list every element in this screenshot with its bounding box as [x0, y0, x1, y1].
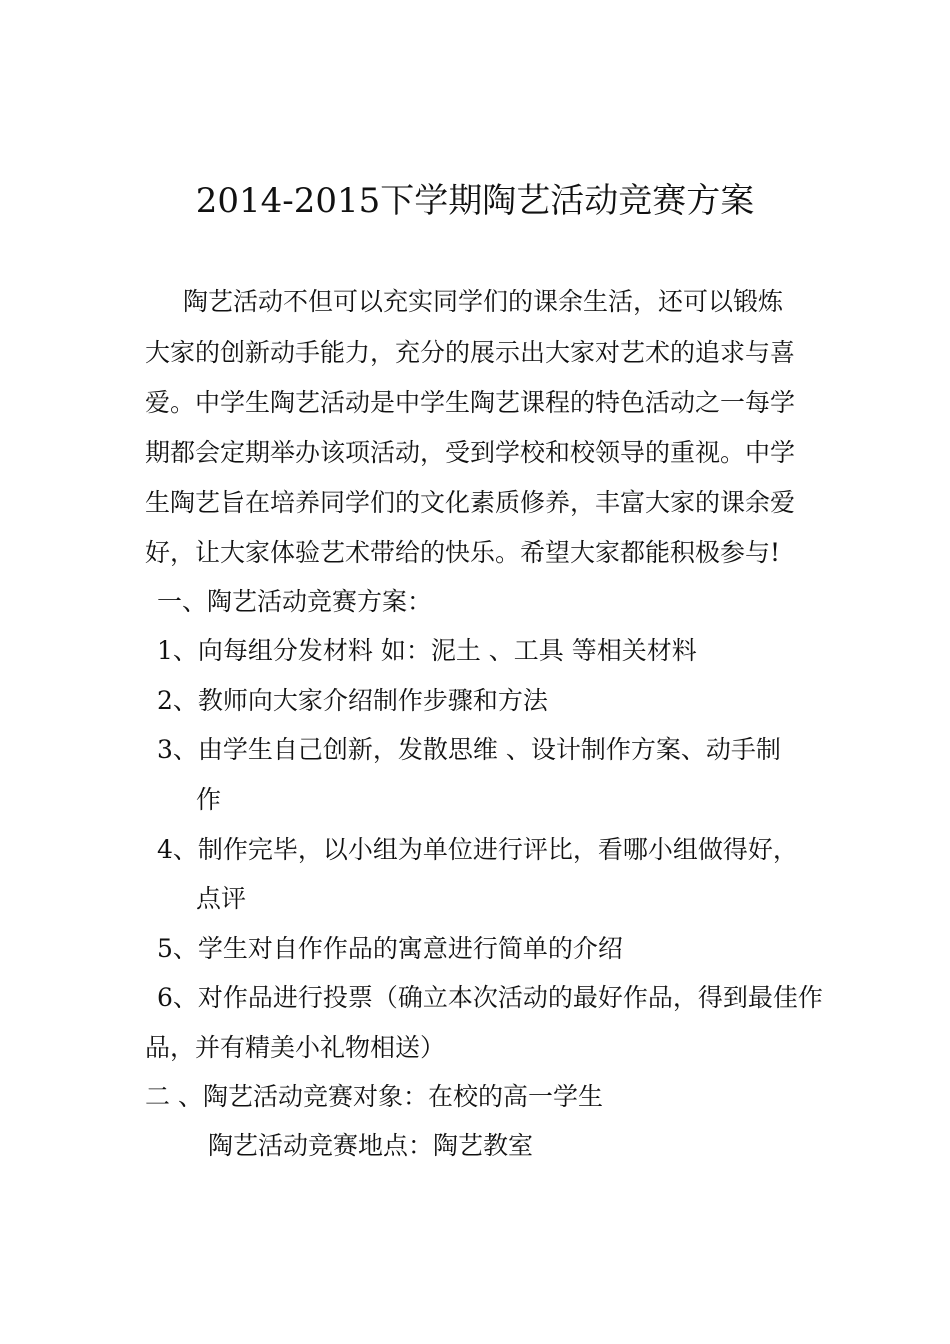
intro-line-2: 大家的创新动手能力，充分的展示出大家对艺术的追求与喜: [145, 338, 796, 367]
step-6: 6、对作品进行投票（确立本次活动的最好作品，得到最佳作: [157, 983, 823, 1012]
intro-line-5: 生陶艺旨在培养同学们的文化素质修养，丰富大家的课余爱: [145, 488, 796, 517]
step-3: 3、由学生自己创新，发散思维 、设计制作方案、动手制: [157, 735, 781, 764]
step-2: 2、教师向大家介绍制作步骤和方法: [157, 686, 548, 715]
intro-line-4: 期都会定期举办该项活动，受到学校和校领导的重视。中学: [145, 438, 796, 467]
intro-line-6: 好，让大家体验艺术带给的快乐。希望大家都能积极参与!: [145, 538, 781, 567]
step-4: 4、制作完毕，以小组为单位进行评比，看哪小组做得好，: [157, 835, 798, 864]
step-1: 1、向每组分发材料 如：泥土 、工具 等相关材料: [157, 636, 697, 665]
step-5: 5、学生对自作作品的寓意进行简单的介绍: [157, 934, 623, 963]
step-6-continued: 品，并有精美小礼物相送）: [145, 1033, 446, 1062]
step-4-continued: 点评: [196, 884, 247, 913]
section-2-location: 陶艺活动竞赛地点：陶艺教室: [208, 1131, 534, 1160]
intro-line-3: 爱。中学生陶艺活动是中学生陶艺课程的特色活动之一每学: [145, 388, 796, 417]
section-2-heading: 二 、陶艺活动竞赛对象：在校的高一学生: [145, 1082, 603, 1111]
document-title: 2014-2015下学期陶艺活动竞赛方案: [195, 181, 755, 221]
section-1-heading: 一、陶艺活动竞赛方案：: [157, 587, 433, 616]
step-3-continued: 作: [196, 785, 222, 814]
intro-line-1: 陶艺活动不但可以充实同学们的课余生活，还可以锻炼: [183, 287, 784, 316]
